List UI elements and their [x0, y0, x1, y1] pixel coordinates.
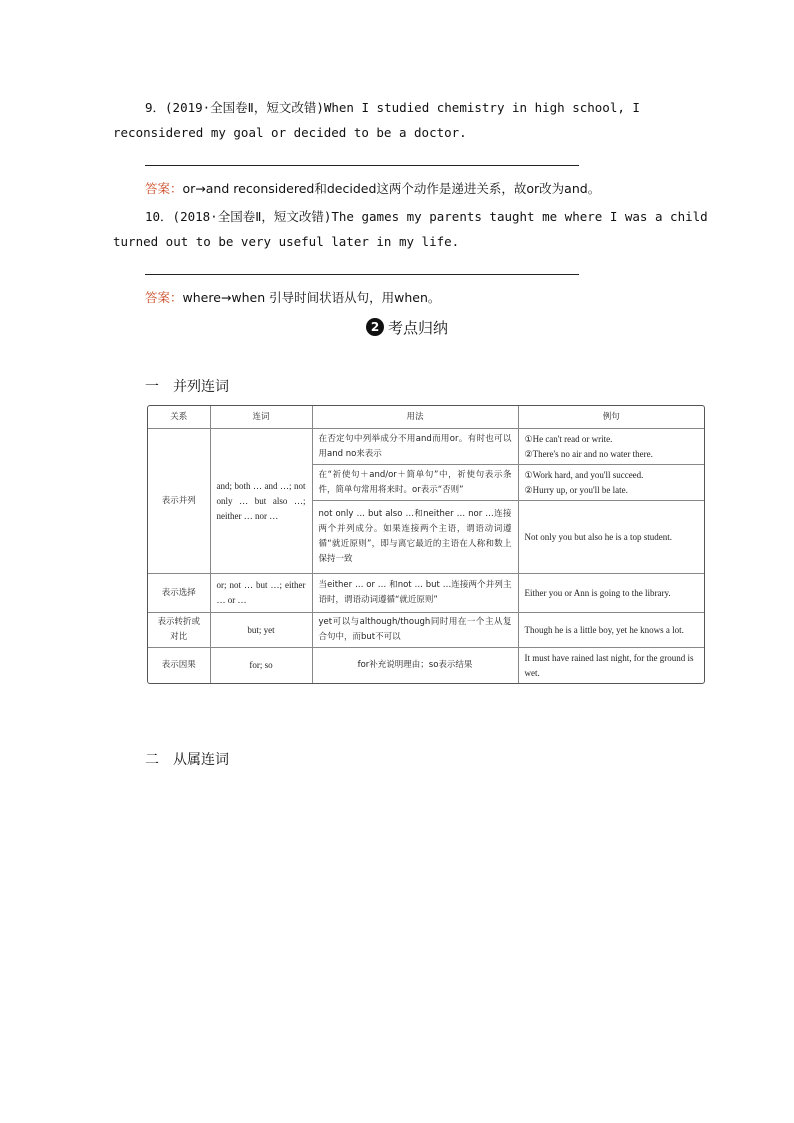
header-conjunction: 连词 — [210, 406, 312, 429]
usage-cell: 在否定句中列举成分不用and而用or。有时也可以用and no来表示 — [312, 429, 518, 465]
q10-answer — [145, 288, 794, 306]
example-cell: Though he is a little boy, yet he knows a lot. — [518, 612, 704, 648]
q10-line-2: turned out to be very useful later in my life. — [113, 234, 460, 249]
relation-cell: 表示转折或对比 — [148, 612, 210, 648]
heading-2-number: 二 — [145, 752, 159, 768]
q10-line-1: 10．(2018·全国卷Ⅱ，短文改错)The games my parents taught me where I was a child — [145, 209, 708, 224]
q9-line-1: 9．(2019·全国卷Ⅱ，短文改错)When I studied chemistry in high school, I — [145, 100, 640, 115]
usage-cell: yet可以与although/though同时用在一个主从复合句中，而but不可以 — [312, 612, 518, 648]
usage-cell: 在“祈使句＋and/or＋简单句”中，祈使句表示条件，简单句常用将来时。or表示“否则” — [312, 464, 518, 501]
q9-line-2: reconsidered my goal or decided to be a doctor. — [113, 125, 467, 140]
example-cell: Not only you but also he is a top student. — [518, 501, 704, 574]
table-row — [148, 574, 704, 613]
header-example: 例句 — [518, 406, 704, 429]
q9-answer-rule — [145, 165, 579, 166]
q10-answer-text: where→when 引导时间状语从句，用when。 — [182, 290, 441, 305]
example-line: ②Hurry up, or you'll be late. — [524, 484, 628, 495]
conjunction-cell: or; not … but …; either … or … — [210, 574, 312, 613]
relation-cell: 表示选择 — [148, 574, 210, 613]
example-cell — [518, 429, 704, 465]
heading-subordinating-conjunctions — [145, 749, 229, 769]
relation-cell: 表示并列 — [148, 429, 210, 574]
example-cell — [518, 464, 704, 501]
table-row — [148, 648, 704, 683]
table-row — [148, 612, 704, 648]
example-line: ②There's no air and no water there. — [524, 448, 653, 459]
usage-cell: 当either … or … 和not … but …连接两个并列主语时，谓语动词遵循“就近原则” — [312, 574, 518, 613]
heading-1-number: 一 — [145, 379, 159, 395]
conjunction-cell: and; both … and …; not only … but also …; neither … nor … — [210, 429, 312, 574]
q9-answer-text: or→and reconsidered和decided这两个动作是递进关系，故or改为and。 — [182, 181, 601, 196]
table-row — [148, 429, 704, 465]
conjunction-cell: but; yet — [210, 612, 312, 648]
example-cell: Either you or Ann is going to the library. — [518, 574, 704, 613]
usage-cell: not only … but also …和neither … nor …连接两个并列成分。如果连接两个主语，谓语动词遵循“就近原则”，即与离它最近的主语在人称和数上保持一致 — [312, 501, 518, 574]
example-cell: It must have rained last night, for the ground is wet. — [518, 648, 704, 683]
table-header-row — [148, 406, 704, 429]
section-title: 考点归纳 — [388, 318, 449, 337]
conjunction-cell: for; so — [210, 648, 312, 683]
relation-cell: 表示因果 — [148, 648, 210, 683]
section-number-badge: 2 — [366, 318, 384, 336]
q9-answer-label: 答案： — [145, 181, 183, 196]
header-usage: 用法 — [312, 406, 518, 429]
header-relation: 关系 — [148, 406, 210, 429]
section-badge — [366, 316, 448, 338]
example-line: ①Work hard, and you'll succeed. — [524, 469, 644, 480]
q10-answer-label: 答案： — [145, 290, 183, 305]
conjunction-table — [147, 405, 705, 684]
heading-coordinating-conjunctions — [145, 376, 229, 396]
q10-answer-rule — [145, 274, 579, 275]
heading-1-text: 并列连词 — [173, 379, 229, 395]
heading-2-text: 从属连词 — [173, 752, 229, 768]
example-line: ①He can't read or write. — [524, 433, 613, 444]
usage-cell: for补充说明理由；so表示结果 — [312, 648, 518, 683]
q9-answer — [145, 179, 794, 197]
